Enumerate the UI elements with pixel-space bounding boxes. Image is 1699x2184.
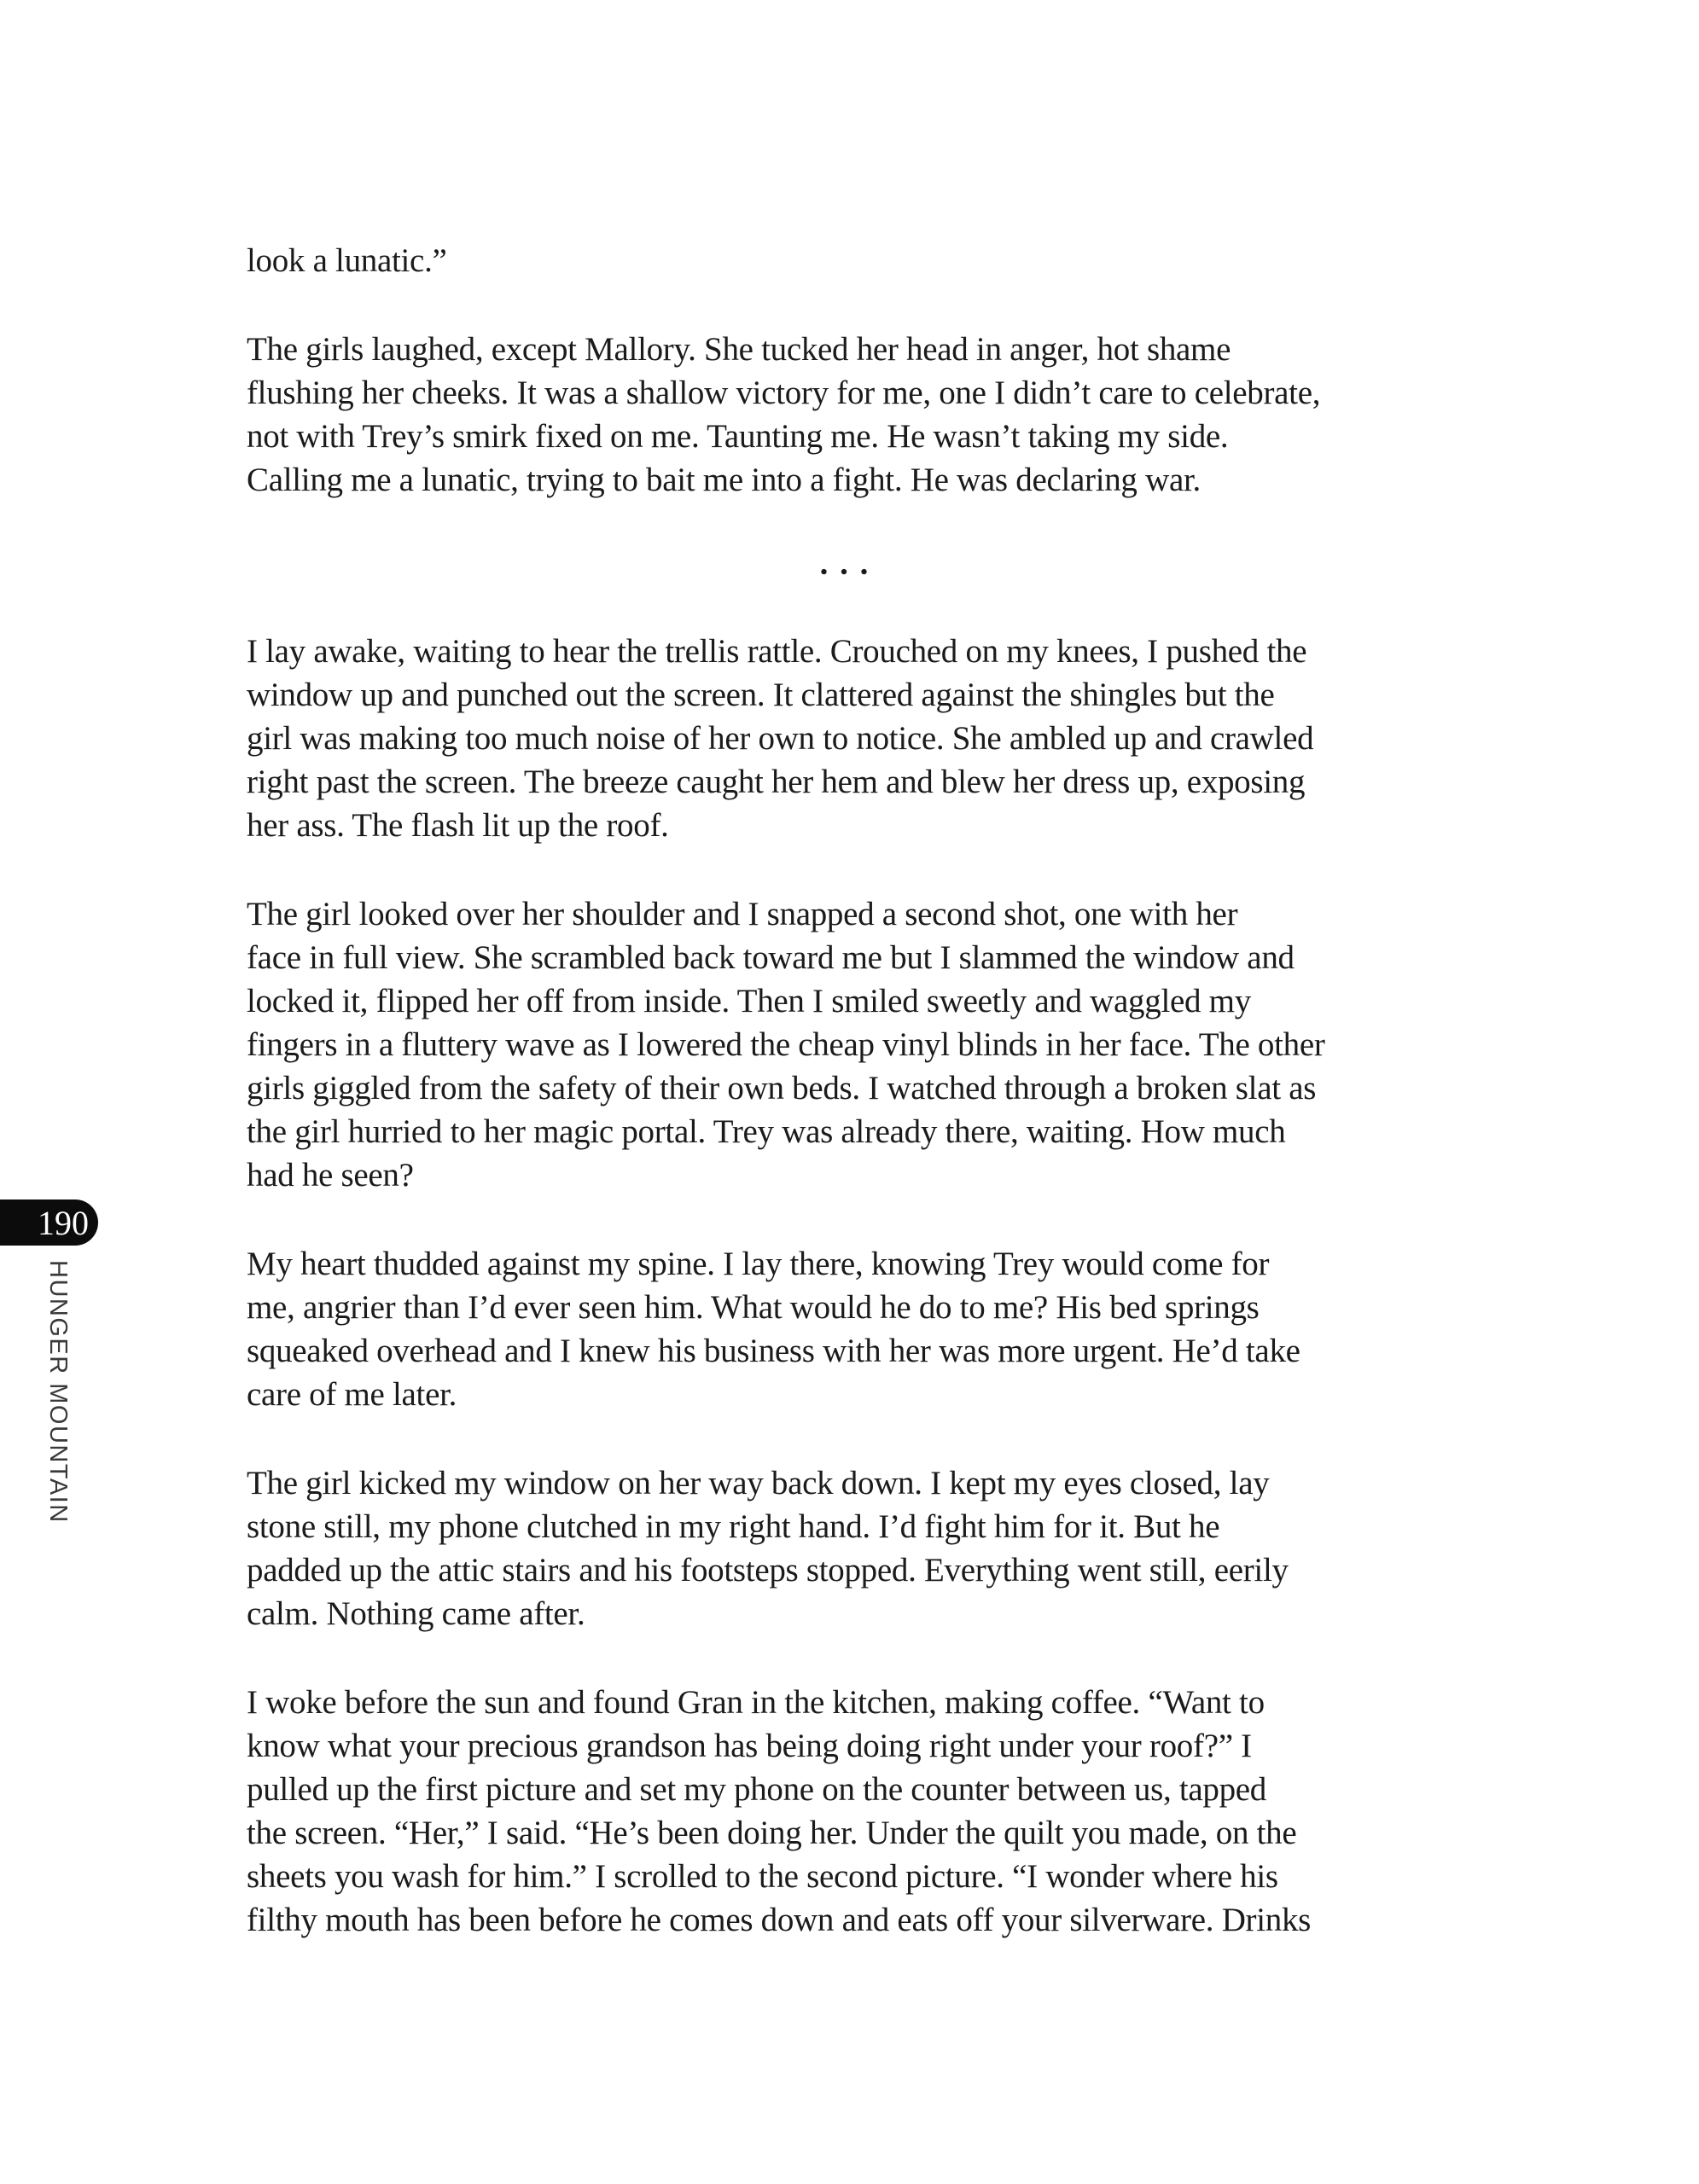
text-line: not with Trey’s smirk fixed on me. Taunting me. He wasn’t taking my side. <box>247 418 1229 455</box>
text-line: Calling me a lunatic, trying to bait me into a fight. He was declaring war. <box>247 462 1201 498</box>
text-line: pulled up the first picture and set my phone on the counter between us, tapped <box>247 1771 1267 1808</box>
text-line: The girl looked over her shoulder and I snapped a second shot, one with her <box>247 896 1238 932</box>
journal-title-vertical: HUNGER MOUNTAIN <box>44 1260 72 1524</box>
text-line: the screen. “Her,” I said. “He’s been doing her. Under the quilt you made, on the <box>247 1815 1297 1851</box>
text-line: had he seen? <box>247 1157 414 1194</box>
story-paragraph <box>247 1242 1443 1416</box>
text-line: calm. Nothing came after. <box>247 1595 585 1632</box>
story-paragraph <box>247 1681 1443 1942</box>
text-line: girl was making too much noise of her own to notice. She ambled up and crawled <box>247 720 1314 757</box>
text-line: care of me later. <box>247 1376 457 1413</box>
text-line: her ass. The flash lit up the roof. <box>247 807 669 844</box>
story-text-column <box>247 239 1443 1987</box>
story-paragraph <box>247 328 1443 502</box>
text-line: the girl hurried to her magic portal. Trey was already there, waiting. How much <box>247 1113 1286 1150</box>
text-line: The girls laughed, except Mallory. She tucked her head in anger, hot shame <box>247 331 1231 368</box>
text-line: look a lunatic.” <box>247 242 447 279</box>
text-line: me, angrier than I’d ever seen him. What would he do to me? His bed springs <box>247 1289 1260 1326</box>
text-line: The girl kicked my window on her way back down. I kept my eyes closed, lay <box>247 1465 1270 1502</box>
text-line: flushing her cheeks. It was a shallow victory for me, one I didn’t care to celebrate, <box>247 375 1321 411</box>
text-line: squeaked overhead and I knew his business with her was more urgent. He’d take <box>247 1333 1300 1369</box>
text-line: I woke before the sun and found Gran in the kitchen, making coffee. “Want to <box>247 1684 1265 1721</box>
story-paragraph <box>247 892 1443 1197</box>
text-line: sheets you wash for him.” I scrolled to the second picture. “I wonder where his <box>247 1858 1278 1895</box>
story-paragraph <box>247 630 1443 847</box>
text-line: girls giggled from the safety of their own beds. I watched through a broken slat as <box>247 1070 1317 1107</box>
text-line: filthy mouth has been before he comes down and eats off your silverware. Drinks <box>247 1902 1312 1938</box>
text-line: know what your precious grandson has being doing right under your roof?” I <box>247 1728 1252 1764</box>
text-line: stone still, my phone clutched in my right hand. I’d fight him for it. But he <box>247 1508 1220 1545</box>
text-line: right past the screen. The breeze caught her hem and blew her dress up, exposing <box>247 764 1306 800</box>
text-line: My heart thudded against my spine. I lay there, knowing Trey would come for <box>247 1246 1270 1282</box>
text-line: face in full view. She scrambled back toward me but I slammed the window and <box>247 939 1295 976</box>
page-number: 190 <box>38 1203 89 1242</box>
story-paragraph <box>247 239 1443 282</box>
section-break-dots: . . . <box>819 545 870 582</box>
text-line: locked it, flipped her off from inside. Then I smiled sweetly and waggled my <box>247 983 1251 1019</box>
text-line: I lay awake, waiting to hear the trellis rattle. Crouched on my knees, I pushed the <box>247 633 1307 670</box>
page-number-badge <box>0 1199 98 1246</box>
text-line: padded up the attic stairs and his footsteps stopped. Everything went still, eerily <box>247 1552 1289 1589</box>
text-line: window up and punched out the screen. It clattered against the shingles but the <box>247 677 1275 713</box>
story-paragraph <box>247 1461 1443 1635</box>
text-line: fingers in a fluttery wave as I lowered the cheap vinyl blinds in her face. The other <box>247 1026 1325 1063</box>
